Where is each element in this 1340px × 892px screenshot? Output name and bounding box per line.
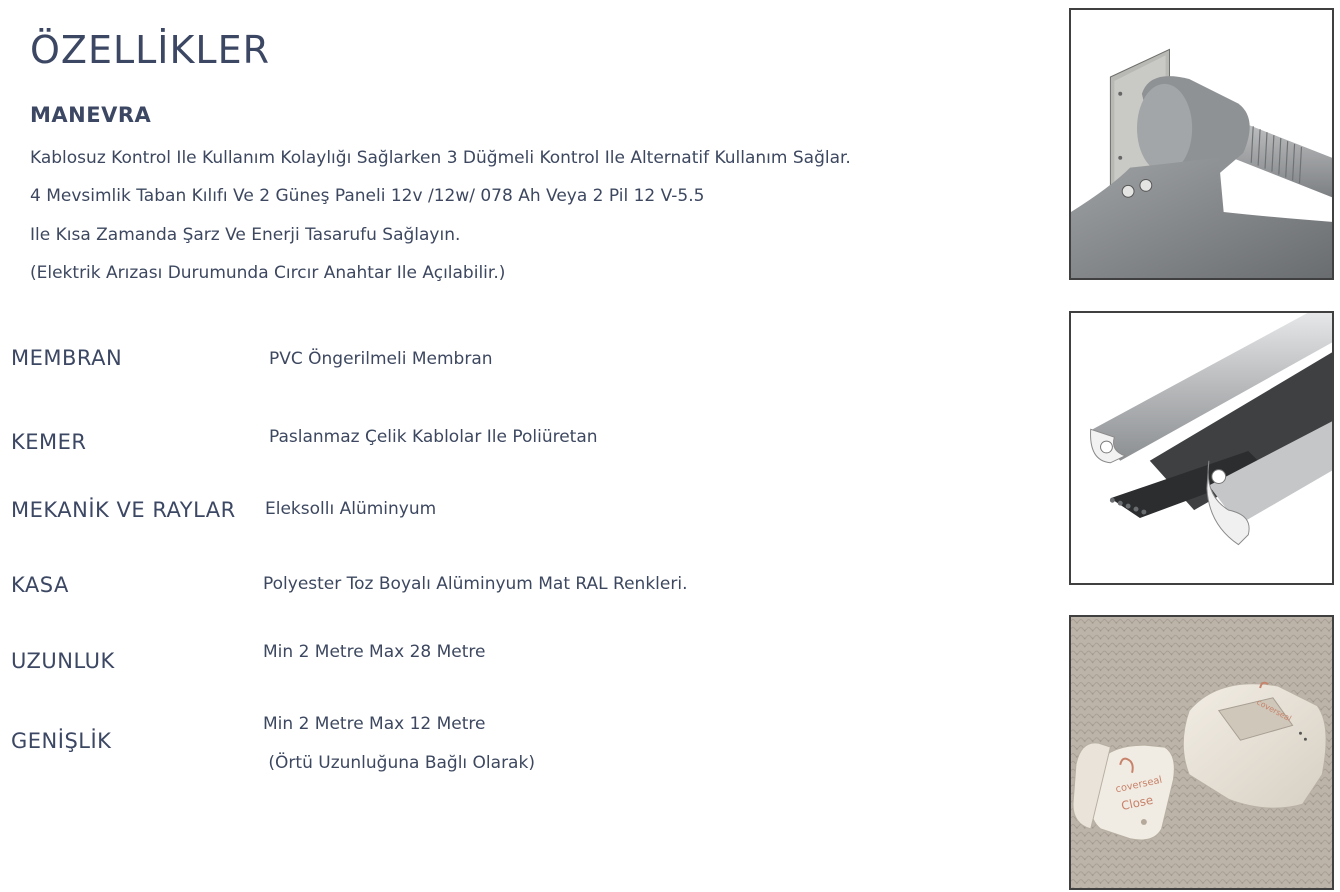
- remote-brand-text: coverseal: [1114, 774, 1164, 796]
- spec-label-genislik: GENİŞLİK: [11, 729, 112, 753]
- spec-label-membran: MEMBRAN: [11, 346, 123, 370]
- spec-value-membran: PVC Öngerilmeli Membran: [269, 349, 493, 369]
- spec-value-genislik: Min 2 Metre Max 12 Metre: [263, 714, 486, 734]
- base-brand-text: coverseal: [1255, 697, 1293, 724]
- spec-value-kemer: Paslanmaz Çelik Kablolar Ile Poliüretan: [269, 427, 598, 447]
- spec-value-uzunluk: Min 2 Metre Max 28 Metre: [263, 642, 486, 662]
- description-line: (Elektrik Arızası Durumunda Cırcır Anahtar Ile Açılabilir.): [30, 263, 506, 283]
- spec-value-genislik-note: (Örtü Uzunluğuna Bağlı Olarak): [263, 753, 535, 773]
- spec-label-mekanik: MEKANİK VE RAYLAR: [11, 498, 236, 522]
- spec-label-kemer: KEMER: [11, 430, 87, 454]
- remote-control-image: [1069, 615, 1334, 890]
- spec-label-kasa: KASA: [11, 573, 69, 597]
- motor-mechanism-image: [1069, 8, 1334, 280]
- spec-value-kasa: Polyester Toz Boyalı Alüminyum Mat RAL Renkleri.: [263, 574, 688, 594]
- description-line: Ile Kısa Zamanda Şarz Ve Enerji Tasarufu Sağlayın.: [30, 225, 461, 245]
- spec-label-uzunluk: UZUNLUK: [11, 649, 115, 673]
- description-line: 4 Mevsimlik Taban Kılıfı Ve 2 Güneş Paneli 12v /12w/ 078 Ah Veya 2 Pil 12 V-5.5: [30, 186, 705, 206]
- section-heading-manevra: MANEVRA: [30, 103, 152, 127]
- belt-rail-image: [1069, 311, 1334, 585]
- description-line: Kablosuz Kontrol Ile Kullanım Kolaylığı Sağlarken 3 Düğmeli Kontrol Ile Alternatif Kullanım Sağlar.: [30, 148, 851, 168]
- spec-value-mekanik: Eleksollı Alüminyum: [265, 499, 437, 519]
- page-title: ÖZELLİKLER: [30, 28, 271, 72]
- remote-close-label: Close: [1119, 792, 1155, 814]
